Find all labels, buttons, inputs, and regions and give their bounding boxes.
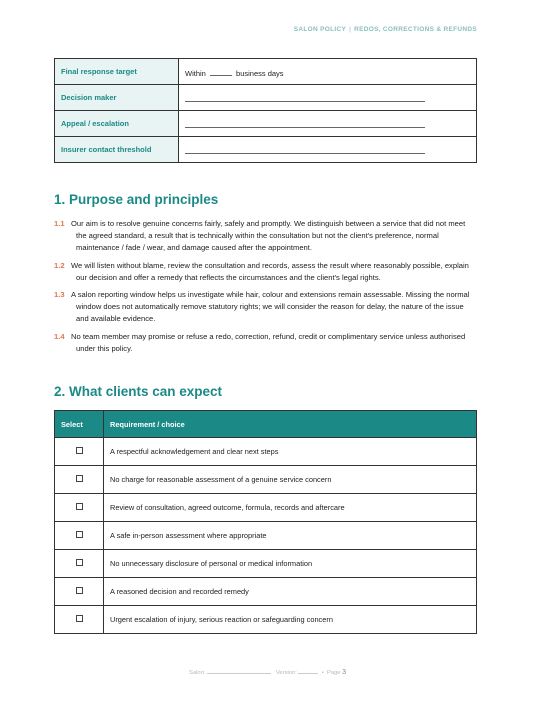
checkbox[interactable]	[76, 615, 83, 622]
item-number: 1.3	[54, 290, 65, 300]
row-label: Decision maker	[55, 85, 179, 111]
table-row	[55, 606, 477, 634]
policy-info-table	[54, 58, 477, 163]
item-number: 1.1	[54, 219, 65, 228]
column-header-select: Select	[55, 411, 104, 438]
footer-salon-label: Salon:	[188, 670, 206, 676]
header-separator: |	[349, 26, 352, 33]
item-number: 1.4	[54, 331, 65, 341]
footer-version-label: Version:	[275, 670, 297, 676]
version-blank	[298, 668, 318, 674]
checkbox[interactable]	[76, 447, 83, 454]
fill-line[interactable]	[185, 144, 425, 154]
running-header	[294, 26, 477, 33]
row-label: Insurer contact threshold	[55, 137, 179, 163]
table-row	[55, 466, 477, 494]
header-left: SALON POLICY	[293, 26, 347, 33]
final-response-field[interactable]	[179, 59, 477, 85]
checkbox[interactable]	[76, 559, 83, 566]
checkbox[interactable]	[76, 503, 83, 510]
fill-line[interactable]	[185, 92, 425, 102]
select-cell	[55, 438, 104, 466]
item-text: No team member may promise or refuse a redo, correction, refund, credit or complimentary service unless authorised under this policy.	[71, 331, 466, 353]
list-item	[54, 218, 477, 255]
list-item	[54, 260, 477, 284]
insurer-threshold-field[interactable]	[179, 137, 477, 163]
item-text: We will listen without blame, review the consultation and records, assess the result where reasonably possible, explain our decision and offer a remedy that reflects the circumstances and the client's legal rights.	[71, 260, 469, 282]
item-text: A salon reporting window helps us investigate while hair, colour and extensions remain assessable. Missing the normal window does not automatically remove statutory rights; we will consider the reason for delay, the nature of the issue and available evidence.	[71, 290, 470, 324]
table-row	[55, 438, 477, 466]
requirement-text: A reasoned decision and recorded remedy	[104, 578, 477, 606]
list-item	[54, 331, 477, 355]
checkbox[interactable]	[76, 475, 83, 482]
section-heading-purpose: 1. Purpose and principles	[54, 192, 219, 207]
row-label: Appeal / escalation	[55, 111, 179, 137]
table-header-row	[55, 411, 477, 438]
item-number: 1.2	[54, 260, 65, 270]
requirement-text: Review of consultation, agreed outcome, formula, records and aftercare	[104, 494, 477, 522]
page-footer	[0, 668, 535, 676]
table-row	[55, 550, 477, 578]
row-label: Final response target	[55, 59, 179, 85]
requirement-text: No unnecessary disclosure of personal or medical information	[104, 550, 477, 578]
principles-list	[54, 218, 477, 360]
page-number: 3	[342, 669, 347, 676]
select-cell	[55, 466, 104, 494]
column-header-requirement: Requirement / choice	[104, 411, 477, 438]
list-item	[54, 289, 477, 326]
footer-page-label: Page	[326, 670, 341, 676]
expectations-table	[54, 410, 477, 634]
checkbox[interactable]	[76, 531, 83, 538]
table-row	[55, 111, 477, 137]
fill-line[interactable]	[185, 118, 425, 128]
select-cell	[55, 606, 104, 634]
footer-bullet: •	[321, 670, 324, 676]
requirement-text: Urgent escalation of injury, serious reaction or safeguarding concern	[104, 606, 477, 634]
checkbox[interactable]	[76, 587, 83, 594]
requirement-text: No charge for reasonable assessment of a genuine service concern	[104, 466, 477, 494]
appeal-escalation-field[interactable]	[179, 111, 477, 137]
days-blank[interactable]	[210, 66, 232, 76]
salon-blank	[207, 668, 271, 674]
select-cell	[55, 522, 104, 550]
header-right: REDOS, CORRECTIONS & REFUNDS	[354, 26, 477, 33]
field-prefix: Within	[185, 68, 206, 78]
table-row	[55, 494, 477, 522]
table-row	[55, 578, 477, 606]
select-cell	[55, 550, 104, 578]
field-suffix: business days	[236, 68, 284, 78]
table-row	[55, 85, 477, 111]
table-row	[55, 522, 477, 550]
section-heading-expectations: 2. What clients can expect	[54, 384, 223, 399]
item-text: Our aim is to resolve genuine concerns fairly, safely and promptly. We distinguish between a service that did not meet the agreed standard, a result that is technically within the consultation but not the client's preference, normal maintenance / fade / wear, and damage caused after the appointment.	[71, 219, 466, 253]
table-row	[55, 59, 477, 85]
select-cell	[55, 494, 104, 522]
decision-maker-field[interactable]	[179, 85, 477, 111]
requirement-text: A safe in-person assessment where appropriate	[104, 522, 477, 550]
table-row	[55, 137, 477, 163]
requirement-text: A respectful acknowledgement and clear next steps	[104, 438, 477, 466]
select-cell	[55, 578, 104, 606]
